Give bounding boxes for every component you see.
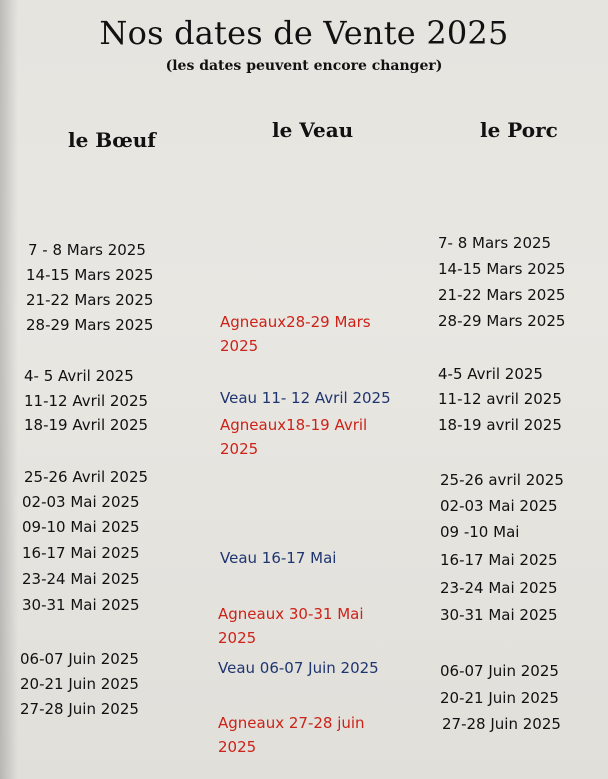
agneaux-date: Agneaux18-19 Avril 2025 <box>220 416 368 458</box>
boeuf-date: 06-07 Juin 2025 <box>20 650 139 668</box>
boeuf-date: 27-28 Juin 2025 <box>20 700 139 718</box>
column-header-porc: le Porc <box>480 118 558 142</box>
agneaux-date: Agneaux 27-28 juin 2025 <box>218 714 365 756</box>
porc-date: 4-5 Avril 2025 <box>438 365 543 383</box>
porc-date: 21-22 Mars 2025 <box>438 286 566 304</box>
boeuf-date: 25-26 Avril 2025 <box>24 468 149 486</box>
porc-date: 23-24 Mai 2025 <box>440 579 558 597</box>
boeuf-date: 23-24 Mai 2025 <box>22 570 140 588</box>
boeuf-date: 18-19 Avril 2025 <box>24 416 149 434</box>
column-header-veau: le Veau <box>272 118 354 142</box>
agneaux-date: Agneaux28-29 Mars 2025 <box>220 313 371 355</box>
porc-date: 06-07 Juin 2025 <box>440 662 559 680</box>
boeuf-date: 11-12 Avril 2025 <box>24 392 149 410</box>
boeuf-date: 16-17 Mai 2025 <box>22 544 140 562</box>
porc-date: 28-29 Mars 2025 <box>438 312 566 330</box>
porc-date: 25-26 avril 2025 <box>440 471 564 489</box>
veau-date: Veau 16-17 Mai <box>220 549 337 567</box>
porc-date: 20-21 Juin 2025 <box>440 689 559 707</box>
page-edge-shadow <box>0 0 18 779</box>
page-subtitle: (les dates peuvent encore changer) <box>165 58 443 74</box>
boeuf-date: 7 - 8 Mars 2025 <box>28 241 146 259</box>
boeuf-date: 09-10 Mai 2025 <box>22 518 140 536</box>
porc-date: 14-15 Mars 2025 <box>438 260 566 278</box>
boeuf-date: 4- 5 Avril 2025 <box>24 367 134 385</box>
boeuf-date: 30-31 Mai 2025 <box>22 596 140 614</box>
porc-date: 09 -10 Mai <box>440 523 520 541</box>
porc-date: 18-19 avril 2025 <box>438 416 562 434</box>
porc-date: 11-12 avril 2025 <box>438 390 562 408</box>
agneaux-date: Agneaux 30-31 Mai 2025 <box>218 605 364 647</box>
boeuf-date: 20-21 Juin 2025 <box>20 675 139 693</box>
porc-date: 02-03 Mai 2025 <box>440 497 558 515</box>
column-header-boeuf: le Bœuf <box>68 128 156 152</box>
porc-date: 7- 8 Mars 2025 <box>438 234 552 252</box>
porc-date: 16-17 Mai 2025 <box>440 551 558 569</box>
porc-date: 27-28 Juin 2025 <box>442 715 561 733</box>
boeuf-date: 28-29 Mars 2025 <box>26 316 154 334</box>
veau-date: Veau 11- 12 Avril 2025 <box>220 389 391 407</box>
page-title: Nos dates de Vente 2025 <box>99 14 509 52</box>
boeuf-date: 21-22 Mars 2025 <box>26 291 154 309</box>
boeuf-date: 02-03 Mai 2025 <box>22 493 140 511</box>
porc-date: 30-31 Mai 2025 <box>440 606 558 624</box>
veau-date: Veau 06-07 Juin 2025 <box>218 659 379 677</box>
boeuf-date: 14-15 Mars 2025 <box>26 266 154 284</box>
